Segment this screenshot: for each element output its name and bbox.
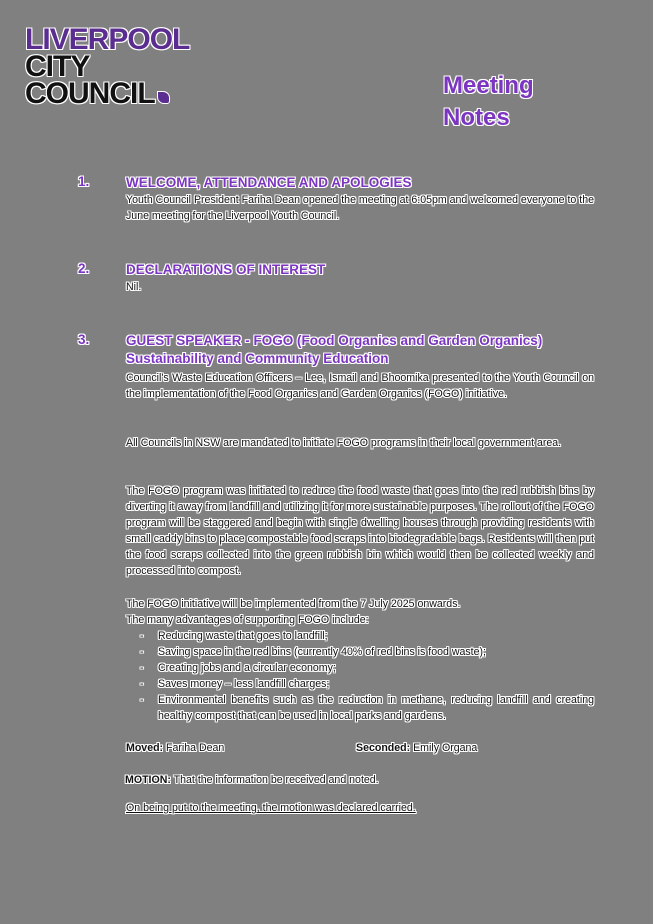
list-item (126, 676, 594, 692)
section-3-paragraph-2: All Councils in NSW are mandated to initiate FOGO programs in their local government area. (126, 437, 562, 449)
advantages-list (126, 628, 594, 724)
bullet-dash: - (140, 630, 144, 642)
section-3-paragraph-5: The many advantages of supporting FOGO include: (126, 614, 369, 626)
bullet-dash: - (140, 662, 144, 674)
title-line-2: Notes (443, 104, 510, 131)
moved-label: Moved: (126, 742, 164, 754)
section-1-body: Youth Council President Fariha Dean opened the meeting at 6:05pm and welcomed everyone to the June meeting for the Liverpool Youth Council. (126, 194, 594, 222)
heart-icon (158, 92, 169, 103)
section-1-heading: WELCOME, ATTENDANCE AND APOLOGIES (126, 175, 412, 190)
section-1-number: 1. (78, 174, 90, 189)
logo-line-council (25, 77, 203, 110)
seconded-value: Emily Organa (413, 742, 478, 754)
list-item-text: Creating jobs and a circular economy; (158, 662, 336, 674)
bullet-dash: - (140, 694, 144, 706)
moved-value: Fariha Dean (166, 742, 225, 754)
document-title (443, 70, 534, 134)
section-3-number: 3. (78, 332, 90, 347)
list-item (126, 692, 594, 724)
motion-text: That the information be received and noted. (173, 774, 379, 786)
list-item (126, 628, 594, 644)
logo-council-text: COUNCIL (25, 77, 155, 110)
bullet-dash: - (140, 678, 144, 690)
seconded-label: Seconded: (356, 742, 411, 754)
section-2-heading: DECLARATIONS OF INTEREST (126, 262, 326, 277)
motion-label: MOTION: (125, 774, 171, 786)
section-2-number: 2. (78, 261, 90, 276)
title-line-1: Meeting (443, 72, 534, 99)
section-3-heading: GUEST SPEAKER - FOGO (Food Organics and Garden Organics) Sustainability and Community Education (126, 333, 543, 366)
section-3-paragraph-1: Council's Waste Education Officers – Lee, Ismail and Bhoomika presented to the Youth Council on the implementation of the Food Organics and Garden Organics (FOGO) initiative. (126, 372, 594, 400)
list-item-text: Saving space in the red bins (currently 40% of red bins is food waste); (158, 646, 486, 658)
list-item (126, 660, 594, 676)
motion (125, 772, 593, 788)
section-3-paragraph-4: The FOGO initiative will be implemented from the 7 July 2025 onwards. (126, 598, 461, 610)
logo-line-city: CITY (25, 50, 90, 83)
list-item-text: Reducing waste that goes to landfill; (158, 630, 328, 642)
list-item-text: Saves money – less landfill charges; (158, 678, 330, 690)
list-item-text: Environmental benefits such as the reduction in methane, reducing landfill and creating healthy compost that can be used in local parks and gardens. (158, 694, 594, 722)
list-item (126, 644, 594, 660)
section-3-paragraph-3: The FOGO program was initiated to reduce the food waste that goes into the red rubbish bins by diverting it away from landfill and utilizing it for more sustainable purposes. The rollout of the FOGO program will be staggered and begin with single dwelling houses through providing residents with small caddy bins to place compostable food scraps into biodegradable bags. Residents will then put the food scraps collected into the green rubbish bin which would then be collected weekly and processed into compost. (126, 485, 594, 577)
motion-outcome: On being put to the meeting, the motion was declared carried. (126, 802, 416, 814)
seconded-by (356, 740, 596, 756)
section-2-body: Nil. (126, 281, 142, 293)
council-logo (25, 23, 203, 114)
bullet-dash: - (140, 646, 144, 658)
logo-line-liverpool: LIVERPOOL (25, 23, 190, 56)
